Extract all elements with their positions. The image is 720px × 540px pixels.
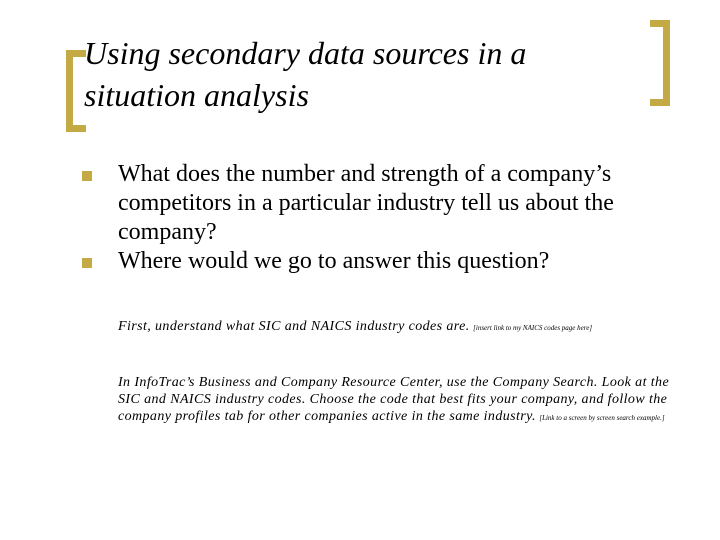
slide-title-line-1: Using secondary data sources in a: [84, 35, 527, 71]
note-infotrac-search: [118, 374, 678, 425]
note-text: First, understand what SIC and NAICS industry codes are.: [118, 319, 470, 334]
bullet-text: What does the number and strength of a company’s competitors in a particular industry tell us about the company?: [118, 161, 614, 245]
naics-codes-link[interactable]: [insert link to my NAICS codes page here]: [473, 324, 593, 332]
slide-title-line-2: situation analysis: [84, 77, 309, 113]
bullet-text: Where would we go to answer this question?: [118, 248, 550, 274]
square-bullet-icon: [82, 258, 92, 268]
bullet-item: [82, 160, 672, 247]
bullet-item: [82, 247, 672, 276]
bullet-list: [82, 160, 672, 276]
search-example-link[interactable]: [Link to a screen by screen search example.]: [539, 414, 665, 422]
slide-title: [84, 32, 644, 116]
note-text: In InfoTrac’s Business and Company Resource Center, use the Company Search. Look at the SIC and NAICS industry codes. Choose the code that best fits your company, and follow the company profiles tab for other companies active in the same industry.: [118, 375, 670, 424]
note-naics-codes: [118, 318, 678, 335]
right-bracket-decoration: [650, 20, 670, 106]
square-bullet-icon: [82, 171, 92, 181]
left-bracket-decoration: [66, 50, 86, 132]
